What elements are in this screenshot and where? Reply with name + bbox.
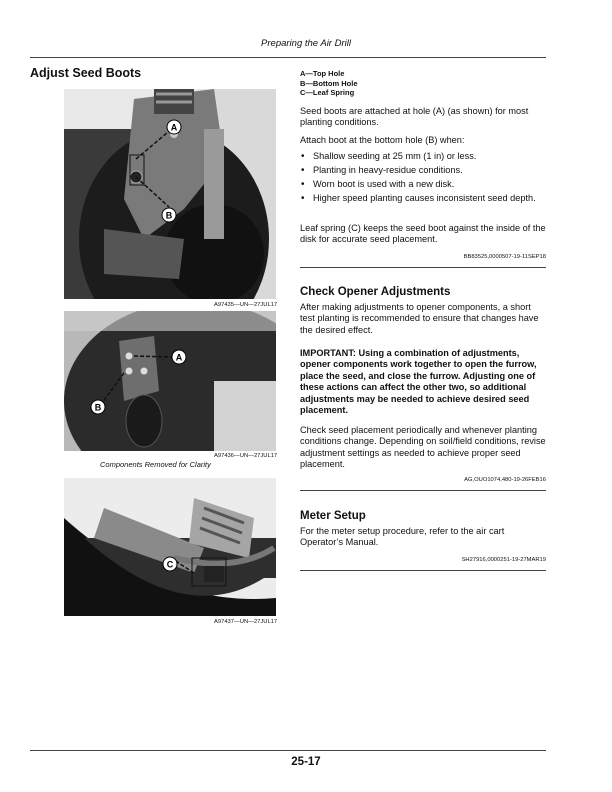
legend-item-c: C—Leaf Spring	[300, 88, 355, 97]
section-divider-3	[300, 570, 546, 571]
callout-legend	[300, 69, 358, 98]
important-note	[300, 348, 546, 416]
bottom-hole-conditions-list	[300, 151, 546, 207]
callout-b	[162, 208, 176, 222]
section-title-adjust-seed-boots: Adjust Seed Boots	[30, 66, 142, 80]
section-divider-1	[300, 267, 546, 268]
svg-text:A: A	[170, 122, 178, 133]
list-item: • Worn boot is used with a new disk.	[300, 179, 546, 190]
important-label: IMPORTANT:	[300, 348, 356, 358]
svg-text:B: B	[165, 210, 173, 221]
legend-item-b: B—Bottom Hole	[300, 78, 358, 88]
reference-code-1: BB83525,0000507-19-11SEP18	[463, 254, 546, 260]
svg-text:B: B	[94, 402, 102, 413]
reference-code-2: AG,OUO1074,480-19-26FEB16	[464, 477, 546, 483]
section-title-meter-setup: Meter Setup	[300, 510, 366, 522]
section-title-check-opener: Check Opener Adjustments	[300, 286, 451, 298]
figure-code-2: A97436—UN—27JUL17	[214, 453, 278, 459]
callout-a	[172, 350, 186, 364]
header-rule	[30, 57, 546, 58]
legend-item-a: A—Top Hole	[300, 69, 345, 78]
footer-rule	[30, 750, 546, 751]
callout-b	[91, 400, 105, 414]
paragraph-top-hole: Seed boots are attached at hole (A) (as shown) for most planting conditions.	[300, 106, 529, 128]
figure-seed-boot-detail	[64, 311, 276, 451]
page-number: 25-17	[291, 756, 321, 768]
svg-text:A: A	[175, 352, 183, 363]
paragraph-bottom-hole-intro: Attach boot at the bottom hole (B) when:	[300, 135, 465, 145]
figure-caption-2: Components Removed for Clarity	[100, 460, 211, 469]
section-divider-2	[300, 490, 546, 491]
callout-c	[163, 557, 177, 571]
important-text: Using a combination of adjustments, opener components work together to open the furrow, place the seed, and close the furrow. Adjusting one of these actions can affect the other two, so additional adjustments may be needed to achieve desired seed placement.	[300, 348, 537, 416]
list-item: • Planting in heavy-residue conditions.	[300, 165, 546, 176]
list-item: • Higher speed planting causes inconsistent seed depth.	[300, 193, 546, 204]
figure-code-1: A97435—UN—27JUL17	[214, 302, 278, 308]
paragraph-meter-setup: For the meter setup procedure, refer to the air cart Operator’s Manual.	[300, 526, 505, 548]
figure-code-3: A97437—UN—27JUL17	[214, 619, 278, 625]
svg-text:C: C	[166, 559, 174, 570]
callout-a	[167, 120, 181, 134]
figure-seed-boot-holes	[64, 89, 276, 299]
paragraph-leaf-spring: Leaf spring (C) keeps the seed boot against the inside of the disk for accurate seed placement.	[300, 223, 546, 245]
running-header: Preparing the Air Drill	[261, 38, 351, 49]
reference-code-3: SH27916,0000251-19-27MAR19	[461, 557, 546, 563]
paragraph-check-placement: Check seed placement periodically and whenever planting conditions change. Depending on soil/field conditions, revise adjustment settings as needed to achieve proper seed placement.	[300, 425, 546, 470]
list-item: • Shallow seeding at 25 mm (1 in) or less.	[300, 151, 546, 162]
paragraph-test-planting: After making adjustments to opener components, a short test planting is recommended to ensure that changes have the desired effect.	[300, 302, 539, 335]
figure-leaf-spring	[64, 478, 276, 616]
